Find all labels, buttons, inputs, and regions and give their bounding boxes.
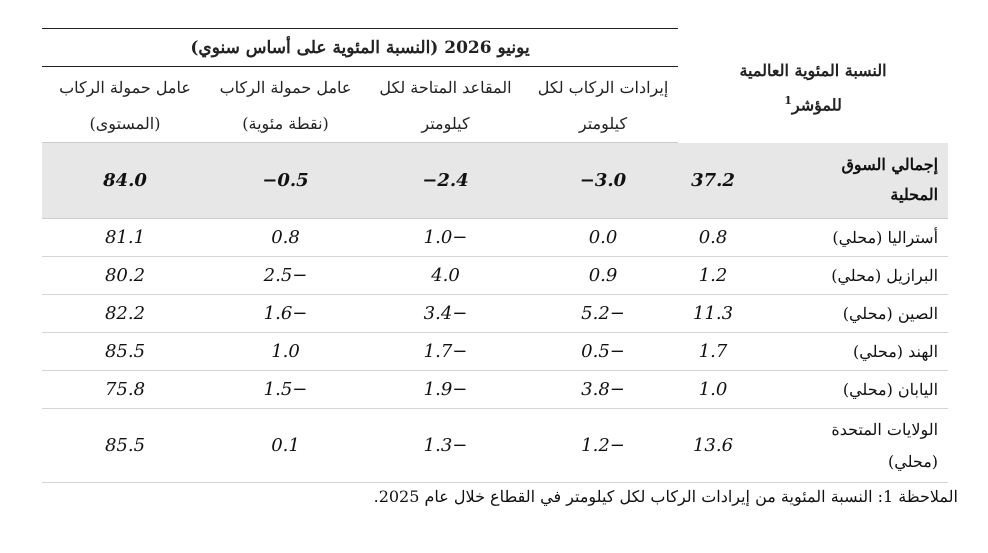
row-name: أستراليا (محلي) <box>748 219 948 257</box>
cell-ask: 2.4− <box>363 143 528 219</box>
cell-share: 1.0 <box>678 371 748 409</box>
header-world-share-line1: النسبة المئوية العالمية <box>739 61 887 81</box>
cell-plf-points: 0.1 <box>208 409 363 483</box>
header-plf-level <box>42 67 208 143</box>
cell-rpk: −1.2 <box>528 409 678 483</box>
cell-ask: −1.3 <box>363 409 528 483</box>
header-rpk-line2: كيلومتر <box>578 113 628 133</box>
cell-rpk: −5.2 <box>528 295 678 333</box>
header-plf-level-line2: (المستوى) <box>89 113 161 133</box>
cell-plf-level: 81.1 <box>42 219 208 257</box>
cell-share: 1.7 <box>678 333 748 371</box>
cell-share: 13.6 <box>678 409 748 483</box>
cell-plf-level: 85.5 <box>42 409 208 483</box>
cell-share: 11.3 <box>678 295 748 333</box>
cell-plf-points: −1.5 <box>208 371 363 409</box>
row-name: البرازيل (محلي) <box>748 257 948 295</box>
cell-ask: −1.7 <box>363 333 528 371</box>
row-name: الهند (محلي) <box>748 333 948 371</box>
data-table-container <box>42 28 948 483</box>
cell-plf-level: 75.8 <box>42 371 208 409</box>
domestic-markets-table <box>42 28 948 483</box>
header-plf-points <box>208 67 363 143</box>
cell-ask: −1.9 <box>363 371 528 409</box>
cell-ask: −1.0 <box>363 219 528 257</box>
row-name-total <box>748 143 948 219</box>
cell-rpk: −3.8 <box>528 371 678 409</box>
cell-share: 0.8 <box>678 219 748 257</box>
row-name-total-line2: المحلية <box>890 185 939 205</box>
cell-plf-points: 0.5− <box>208 143 363 219</box>
table-row <box>42 409 948 483</box>
table-row <box>42 219 948 257</box>
table-row <box>42 257 948 295</box>
cell-plf-level: 85.5 <box>42 333 208 371</box>
header-plf-points-line1: عامل حمولة الركاب <box>219 77 352 97</box>
row-name <box>748 409 948 483</box>
header-ask-line1: المقاعد المتاحة لكل <box>379 77 512 97</box>
cell-plf-level: 82.2 <box>42 295 208 333</box>
cell-ask: 4.0 <box>363 257 528 295</box>
header-plf-points-line2: (نقطة مئوية) <box>242 113 329 133</box>
header-rpk-line1: إيرادات الركاب لكل <box>537 77 669 97</box>
cell-plf-points: −1.6 <box>208 295 363 333</box>
row-name-total-line1: إجمالي السوق <box>841 155 939 175</box>
cell-plf-points: 0.8 <box>208 219 363 257</box>
footnote: الملاحظة 1: النسبة المئوية من إيرادات الركاب لكل كيلومتر في القطاع خلال عام 2025. <box>373 487 958 506</box>
header-ask-line2: كيلومتر <box>421 113 470 133</box>
table-row <box>42 371 948 409</box>
table-row <box>42 333 948 371</box>
cell-plf-level: 80.2 <box>42 257 208 295</box>
header-world-share <box>678 29 948 143</box>
cell-ask: −3.4 <box>363 295 528 333</box>
cell-plf-level: 84.0 <box>42 143 208 219</box>
cell-share: 37.2 <box>678 143 748 219</box>
footnote-marker: 1 <box>784 94 792 108</box>
row-name: اليابان (محلي) <box>748 371 948 409</box>
header-rpk <box>528 67 678 143</box>
row-name-line2: (محلي) <box>888 451 939 471</box>
cell-plf-points: 1.0 <box>208 333 363 371</box>
header-period: يونيو 2026 (النسبة المئوية على أساس سنوي) <box>42 29 678 67</box>
cell-plf-points: −2.5 <box>208 257 363 295</box>
row-name-line1: الولايات المتحدة <box>831 419 939 439</box>
header-plf-level-line1: عامل حمولة الركاب <box>59 77 191 97</box>
cell-rpk: 0.9 <box>528 257 678 295</box>
header-world-share-line2: للمؤشر <box>791 95 842 115</box>
table-row <box>42 295 948 333</box>
cell-rpk: 3.0− <box>528 143 678 219</box>
cell-rpk: 0.0 <box>528 219 678 257</box>
row-name: الصين (محلي) <box>748 295 948 333</box>
cell-rpk: −0.5 <box>528 333 678 371</box>
table-row-total <box>42 143 948 219</box>
cell-share: 1.2 <box>678 257 748 295</box>
header-ask <box>363 67 528 143</box>
